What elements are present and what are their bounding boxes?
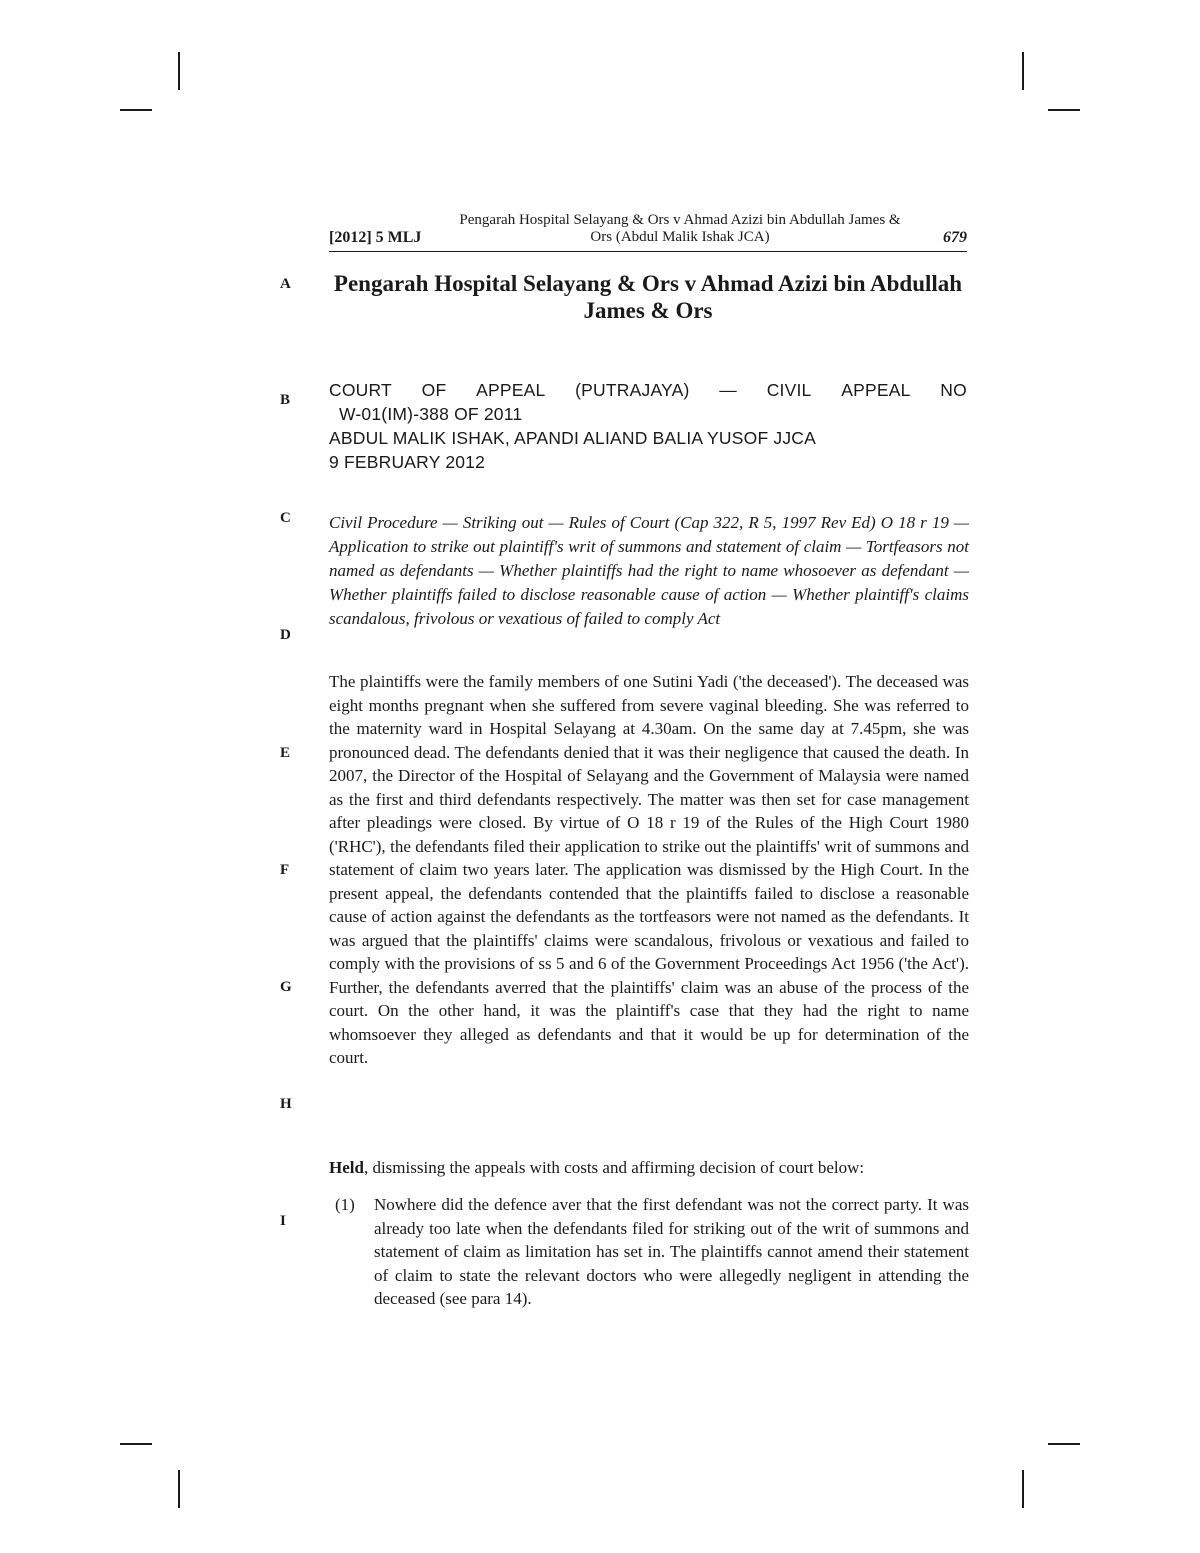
law-report-citation: [2012] 5 MLJ (329, 229, 422, 246)
crop-mark-top-right (1022, 52, 1024, 90)
held-item-number: (1) (335, 1195, 355, 1214)
decision-date: 9 FEBRUARY 2012 (329, 452, 486, 472)
running-header (329, 212, 967, 252)
court-details (329, 378, 967, 474)
crop-mark-bottom-left (178, 1470, 180, 1508)
held-item (329, 1193, 969, 1311)
crop-mark-top-right-horizontal (1048, 109, 1080, 111)
judges: ABDUL MALIK ISHAK, APANDI ALIAND BALIA YUSOF JJCA (329, 428, 816, 448)
crop-mark-top-left (178, 52, 180, 90)
crop-mark-bottom-right (1022, 1470, 1024, 1508)
margin-letter-f: F (280, 862, 290, 878)
case-title: Pengarah Hospital Selayang & Ors v Ahmad Azizi bin Abdullah James & Ors (333, 271, 963, 323)
margin-letter-i: I (280, 1213, 286, 1229)
margin-letter-c: C (280, 510, 291, 526)
crop-mark-bottom-left-horizontal (120, 1443, 152, 1445)
crop-mark-bottom-right-horizontal (1048, 1443, 1080, 1445)
margin-letter-d: D (280, 627, 291, 643)
catchwords: Civil Procedure — Striking out — Rules of Court (Cap 322, R 5, 1997 Rev Ed) O 18 r 19 — Application to strike out plaintiff's writ of summons and statement of claim — Tortfeasors not named as defendants — Whether plaintiffs had the right to name whosoever as defendant — Whether plaintiffs failed to disclose reasonable cause of action — Whether plaintiff's claims scandalous, frivolous or vexatious of failed to comply Act (329, 513, 969, 628)
held-intro (329, 1156, 969, 1180)
headnote-summary: The plaintiffs were the family members of one Sutini Yadi ('the deceased'). The deceased was eight months pregnant when she suffered from severe vaginal bleeding. She was referred to the maternity ward in Hospital Selayang at 4.30am. On the same day at 7.45pm, she was pronounced dead. The defendants denied that it was their negligence that caused the death. In 2007, the Director of the Hospital of Selayang and the Government of Malaysia were named as the first and third defendants respectively. The matter was then set for case management after pleadings were closed. By virtue of O 18 r 19 of the Rules of the High Court 1980 ('RHC'), the defendants filed their application to strike out the plaintiffs' writ of summons and statement of claim two years later. The application was dismissed by the High Court. In the present appeal, the defendants contended that the plaintiffs failed to disclose a reasonable cause of action against the defendants as the tortfeasors were not named as the defendants. It was argued that the plaintiffs' claims were scandalous, frivolous or vexatious and failed to comply with the provisions of ss 5 and 6 of the Government Proceedings Act 1956 ('the Act'). Further, the defendants averred that the plaintiffs' claim was an abuse of the process of the court. On the other hand, it was the plaintiff's case that they had the right to name whomsoever they alleged as defendants and that it would be up for determination of the court. (329, 672, 969, 1067)
held-text: , dismissing the appeals with costs and affirming decision of court below: (363, 1158, 865, 1177)
margin-letter-g: G (280, 979, 292, 995)
page-number: 679 (943, 229, 967, 246)
held-item-text: Nowhere did the defence aver that the first defendant was not the correct party. It was already too late when the defendants filed for striking out of the writ of summons and statement of claim as limitation has set in. The plaintiffs cannot amend their statement of claim to state the relevant doctors who were allegedly negligent in attending the deceased (see para 14). (374, 1195, 969, 1308)
held-label: Held (329, 1158, 364, 1177)
margin-letter-e: E (280, 745, 291, 761)
court-line: COURT OF APPEAL (PUTRAJAYA) — CIVIL APPEAL NO (329, 380, 967, 400)
margin-letter-h: H (280, 1096, 292, 1112)
running-title: Pengarah Hospital Selayang & Ors v Ahmad Azizi bin Abdullah James & Ors (Abdul Malik Ishak JCA) (459, 212, 901, 245)
margin-letter-b: B (280, 392, 291, 408)
crop-mark-top-left-horizontal (120, 109, 152, 111)
appeal-number: W-01(IM)-388 OF 2011 (339, 404, 523, 424)
margin-letter-a: A (280, 276, 291, 292)
header-rule (329, 251, 967, 252)
